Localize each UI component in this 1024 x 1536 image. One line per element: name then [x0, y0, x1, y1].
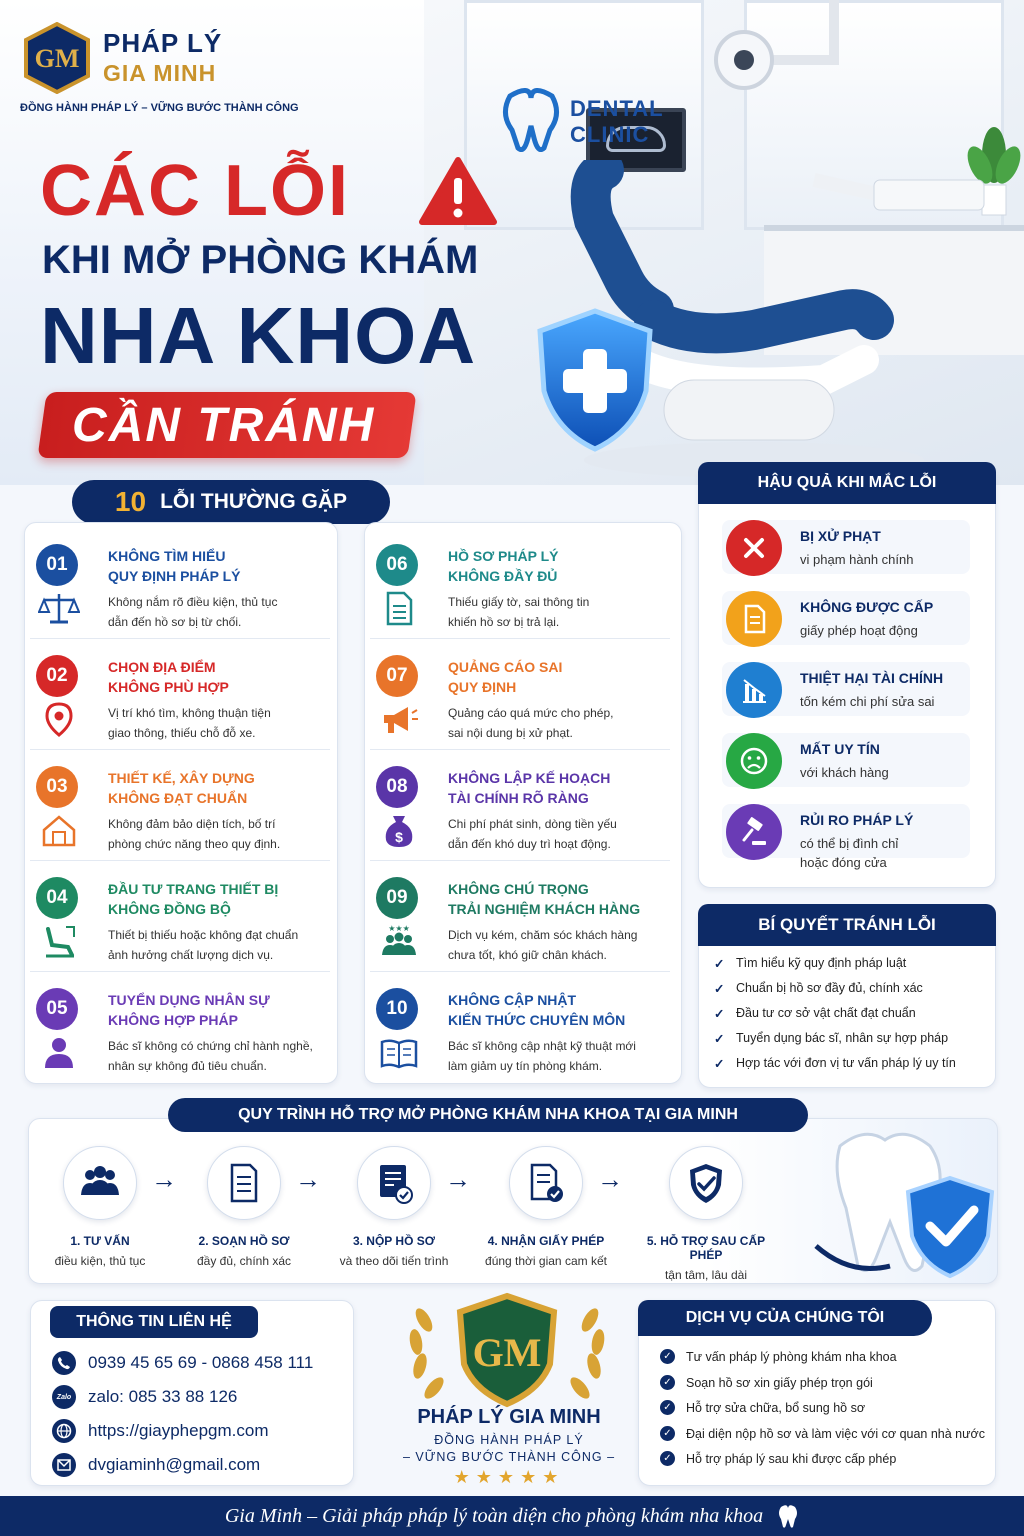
error-item-09	[366, 861, 676, 967]
consequence-item	[722, 591, 970, 645]
location-pin-icon	[38, 701, 80, 737]
error-desc	[448, 1036, 673, 1076]
tooth-shield-illustration-icon	[810, 1126, 1000, 1282]
error-number-badge: 06	[376, 544, 418, 586]
error-title-line2: KHÔNG PHÙ HỢP	[108, 679, 229, 695]
tip-text: Đầu tư cơ sở vật chất đạt chuẩn	[736, 1006, 916, 1020]
consequence-title: KHÔNG ĐƯỢC CẤP	[800, 599, 934, 615]
warning-icon	[418, 156, 498, 226]
error-desc-line2: giao thông, thiếu chỗ đỗ xe.	[108, 726, 256, 740]
footer-bar	[0, 1496, 1024, 1536]
error-title-line1: HỒ SƠ PHÁP LÝ	[448, 548, 559, 564]
consequence-desc-line1: với khách hàng	[800, 765, 889, 780]
error-desc-line2: ảnh hưởng chất lượng dịch vụ.	[108, 948, 274, 962]
consequence-desc	[800, 550, 913, 569]
svg-text:GM: GM	[472, 1330, 542, 1375]
services-title: DỊCH VỤ CỦA CHÚNG TÔI	[638, 1300, 932, 1336]
error-title-line1: KHÔNG TÌM HIỂU	[108, 548, 226, 564]
process-step	[631, 1146, 781, 1282]
error-number-badge: 01	[36, 544, 78, 586]
mail-icon	[52, 1453, 76, 1477]
arrow-right-icon: →	[295, 1164, 321, 1194]
check-circle-icon: ✓	[660, 1400, 675, 1415]
headline-line1: CÁC LỖI	[40, 151, 350, 231]
clinic-sign-line2: CLINIC	[570, 122, 650, 147]
error-desc-line2: phòng chức năng theo quy định.	[108, 837, 281, 851]
error-title-line1: QUẢNG CÁO SAI	[448, 659, 563, 675]
consequence-title: BỊ XỬ PHẠT	[800, 528, 881, 544]
process-step-desc: và theo dõi tiến trình	[339, 1254, 449, 1268]
tip-text: Chuẩn bị hồ sơ đầy đủ, chính xác	[736, 981, 923, 995]
consequence-desc	[800, 763, 889, 782]
center-logo-tag1: ĐỒNG HÀNH PHÁP LÝ	[434, 1433, 584, 1447]
contact-email-text: dvgiaminh@gmail.com	[88, 1455, 261, 1474]
process-title: QUY TRÌNH HỖ TRỢ MỞ PHÒNG KHÁM NHA KHOA TẠI GIA MINH	[168, 1098, 808, 1132]
error-desc-line1: Bác sĩ không có chứng chỉ hành nghề,	[108, 1039, 313, 1053]
headline-line2: KHI MỞ PHÒNG KHÁM	[42, 238, 479, 282]
error-title-line2: QUY ĐỊNH PHÁP LÝ	[108, 568, 241, 584]
error-desc-line2: chưa tốt, khó giữ chân khách.	[448, 948, 607, 962]
error-number-badge: 07	[376, 655, 418, 697]
check-icon: ✓	[714, 1032, 725, 1046]
error-title-line1: CHỌN ĐỊA ĐIỂM	[108, 659, 216, 675]
chart-down-icon	[726, 662, 782, 718]
error-title-line2: KHÔNG ĐỒNG BỘ	[108, 901, 231, 917]
errors-title: LỖI THƯỜNG GẶP	[160, 490, 348, 513]
error-item-08	[366, 750, 676, 856]
process-step-title: 3. NỘP HỒ SƠ	[352, 1234, 436, 1248]
dental-room-illustration	[424, 0, 1024, 485]
error-number-badge: 10	[376, 988, 418, 1030]
money-bag-icon	[378, 812, 420, 848]
error-title	[108, 768, 333, 808]
svg-text:GM: GM	[34, 44, 80, 73]
consequence-desc-line1: vi phạm hành chính	[800, 552, 914, 567]
headline-line4: CẦN TRÁNH	[72, 399, 376, 452]
error-title	[448, 546, 673, 586]
error-item-01	[26, 528, 336, 634]
error-desc-line1: Quảng cáo quá mức cho phép,	[448, 706, 614, 720]
process-step-desc: tận tâm, lâu dài	[664, 1268, 748, 1282]
process-step-desc: đúng thời gian cam kết	[485, 1254, 607, 1268]
consequence-item	[722, 662, 970, 716]
error-title	[108, 990, 333, 1030]
tip-text: Tìm hiểu kỹ quy định pháp luật	[736, 956, 907, 970]
center-logo-tag2: – VỮNG BƯỚC THÀNH CÔNG –	[402, 1450, 616, 1464]
error-number-badge: 03	[36, 766, 78, 808]
error-desc-line1: Dịch vụ kém, chăm sóc khách hàng	[448, 928, 638, 942]
error-desc	[108, 703, 333, 743]
check-icon: ✓	[714, 1007, 725, 1021]
megaphone-icon	[378, 701, 420, 737]
consequence-item	[722, 733, 970, 787]
error-title	[108, 546, 333, 586]
error-title	[108, 657, 333, 697]
error-item-03	[26, 750, 336, 856]
service-text: Hỗ trợ sửa chữa, bổ sung hồ sơ	[686, 1401, 866, 1415]
error-number-badge: 05	[36, 988, 78, 1030]
error-title-line1: TUYỂN DỤNG NHÂN SỰ	[108, 992, 270, 1008]
consequence-desc-line1: giấy phép hoạt động	[800, 623, 918, 638]
document-icon	[378, 590, 420, 626]
arrow-right-icon: →	[597, 1164, 623, 1194]
error-title-line1: ĐẦU TƯ TRANG THIẾT BỊ	[108, 881, 279, 897]
clinic-sign	[570, 96, 664, 148]
error-item-10	[366, 972, 676, 1078]
rating-stars: ★★★★★	[453, 1467, 565, 1487]
error-desc-line2: dẫn đến hồ sơ bị từ chối.	[108, 615, 242, 629]
error-desc-line2: làm giảm uy tín phòng khám.	[448, 1059, 603, 1073]
error-desc-line2: nhân sự không đủ tiêu chuẩn.	[108, 1059, 267, 1073]
error-desc-line1: Chi phí phát sinh, dòng tiền yếu	[448, 817, 617, 831]
error-desc-line1: Không nắm rõ điều kiện, thủ tục	[108, 595, 278, 609]
tip-text: Hợp tác với đơn vị tư vấn pháp lý uy tín	[736, 1056, 956, 1070]
error-title-line1: KHÔNG CẬP NHẬT	[448, 992, 577, 1008]
process-step-desc: điều kiện, thủ tục	[54, 1254, 146, 1268]
tooth-icon	[777, 1503, 799, 1529]
consequence-desc	[800, 834, 898, 872]
check-circle-icon: ✓	[660, 1426, 675, 1441]
error-number-badge: 08	[376, 766, 418, 808]
center-logo-name: PHÁP LÝ GIA MINH	[417, 1406, 601, 1428]
globe-icon	[52, 1419, 76, 1443]
svg-text:$: $	[395, 829, 403, 845]
clinic-sign-line1: DENTAL	[570, 96, 664, 121]
check-icon: ✓	[714, 982, 725, 996]
consequence-item	[722, 520, 970, 574]
error-title	[108, 879, 333, 919]
error-title-line2: KIẾN THỨC CHUYÊN MÔN	[448, 1012, 626, 1028]
arrow-right-icon: →	[151, 1164, 177, 1194]
process-step-title: 1. TƯ VẤN	[70, 1234, 130, 1248]
check-circle-icon: ✓	[660, 1451, 675, 1466]
approved-document-icon	[509, 1146, 583, 1220]
contact-website-text: https://giayphepgm.com	[88, 1421, 269, 1440]
tip-text: Tuyển dụng bác sĩ, nhân sự hợp pháp	[736, 1031, 949, 1045]
error-desc-line1: Thiết bị thiếu hoặc không đạt chuẩn	[108, 928, 299, 942]
error-title-line2: TÀI CHÍNH RÕ RÀNG	[448, 790, 589, 806]
book-icon	[378, 1034, 420, 1070]
check-circle-icon: ✓	[660, 1375, 675, 1390]
dental-chair-icon	[424, 160, 1024, 485]
check-icon: ✓	[714, 1057, 725, 1071]
consequence-desc	[800, 692, 934, 711]
tooth-logo-icon	[500, 84, 562, 152]
error-title	[448, 990, 673, 1030]
footer-text: Gia Minh – Giải pháp pháp lý toàn diện cho phòng khám nha khoa	[224, 1504, 764, 1527]
error-desc	[448, 703, 673, 743]
phone-icon	[52, 1351, 76, 1375]
error-title	[448, 657, 673, 697]
tips-title: BÍ QUYẾT TRÁNH LỖI	[698, 904, 996, 946]
error-title-line2: KHÔNG ĐẦY ĐỦ	[448, 568, 558, 584]
error-desc-line1: Bác sĩ không cập nhật kỹ thuật mới	[448, 1039, 636, 1053]
process-step-desc: đầy đủ, chính xác	[196, 1254, 292, 1268]
license-icon	[726, 591, 782, 647]
error-title-line2: QUY ĐỊNH	[448, 679, 517, 695]
error-desc	[108, 1036, 333, 1076]
error-number-badge: 04	[36, 877, 78, 919]
svg-text:★★★: ★★★	[388, 924, 410, 933]
error-desc	[108, 925, 333, 965]
error-title-line2: KHÔNG HỢP PHÁP	[108, 1012, 238, 1028]
center-logo-emblem-icon	[394, 1290, 620, 1408]
process-step-title: 4. NHẬN GIẤY PHÉP	[487, 1234, 605, 1248]
service-text: Soạn hồ sơ xin giấy phép trọn gói	[686, 1375, 873, 1390]
error-desc-line2: khiến hồ sơ bị trả lại.	[448, 615, 560, 629]
contact-phone-text: 0939 45 65 69 - 0868 458 111	[88, 1353, 314, 1372]
consequence-title: THIỆT HẠI TÀI CHÍNH	[800, 670, 944, 686]
error-desc-line1: Thiếu giấy tờ, sai thông tin	[448, 595, 590, 609]
zalo-icon: Zalo	[52, 1385, 76, 1409]
consequence-item	[722, 804, 970, 870]
sad-face-icon	[726, 733, 782, 789]
error-item-06	[366, 528, 676, 634]
error-desc-line2: sai nội dung bị xử phạt.	[448, 726, 573, 740]
dental-lamp-icon	[654, 0, 854, 110]
error-title-line1: KHÔNG LẬP KẾ HOẠCH	[448, 770, 611, 786]
error-item-05	[26, 972, 336, 1078]
error-title-line2: KHÔNG ĐẠT CHUẨN	[108, 790, 248, 806]
headline-line3: NHA KHOA	[40, 291, 477, 380]
check-circle-icon: ✓	[660, 1349, 675, 1364]
error-title	[448, 879, 673, 919]
error-number-badge: 02	[36, 655, 78, 697]
error-title-line1: THIẾT KẾ, XÂY DỰNG	[108, 770, 255, 786]
error-title-line2: TRẢI NGHIỆM KHÁCH HÀNG	[448, 901, 641, 917]
error-item-04	[26, 861, 336, 967]
errors-section-heading	[72, 480, 390, 524]
error-desc	[448, 925, 673, 965]
arrow-right-icon: →	[445, 1164, 471, 1194]
error-desc-line1: Không đảm bảo diện tích, bố trí	[108, 817, 276, 831]
x-icon	[726, 520, 782, 576]
consequence-title: MẤT UY TÍN	[800, 741, 880, 757]
consequences-title: HẬU QUẢ KHI MẮC LỖI	[698, 462, 996, 504]
process-step-title: 2. SOẠN HỒ SƠ	[198, 1234, 290, 1248]
contact-zalo-text: zalo: 085 33 88 126	[88, 1387, 238, 1406]
submit-document-icon	[357, 1146, 431, 1220]
error-title-line1: KHÔNG CHÚ TRỌNG	[448, 881, 589, 897]
error-number-badge: 09	[376, 877, 418, 919]
error-item-07	[366, 639, 676, 745]
error-desc	[448, 592, 673, 632]
gavel-icon	[726, 804, 782, 860]
consequence-desc	[800, 621, 918, 640]
consequence-title: RỦI RO PHÁP LÝ	[800, 812, 914, 828]
customers-icon	[378, 923, 420, 959]
person-icon	[38, 1034, 80, 1070]
error-desc	[108, 592, 333, 632]
service-text: Hỗ trợ pháp lý sau khi được cấp phép	[686, 1452, 897, 1466]
error-desc-line1: Vị trí khó tìm, không thuận tiện	[108, 706, 271, 720]
contact-title: THÔNG TIN LIÊN HỆ	[50, 1306, 258, 1338]
error-item-02	[26, 639, 336, 745]
process-step-title: 5. HỖ TRỢ SAU CẤP PHÉP	[646, 1234, 766, 1262]
consequence-desc-line1: tốn kém chi phí sửa sai	[800, 694, 935, 709]
errors-count: 10	[114, 486, 147, 517]
check-icon: ✓	[714, 957, 725, 971]
error-desc	[448, 814, 673, 854]
brand-logo-icon	[22, 22, 92, 94]
brand-tagline: ĐỒNG HÀNH PHÁP LÝ – VỮNG BƯỚC THÀNH CÔNG	[20, 102, 299, 114]
service-text: Tư vấn pháp lý phòng khám nha khoa	[686, 1350, 897, 1364]
team-icon	[63, 1146, 137, 1220]
checklist-icon	[207, 1146, 281, 1220]
error-desc	[108, 814, 333, 854]
brand-name: PHÁP LÝ	[103, 28, 223, 58]
scales-icon	[38, 590, 80, 626]
medical-shield-icon	[530, 305, 660, 455]
consequence-desc-line2: hoặc đóng cửa	[800, 855, 887, 870]
error-desc-line2: dẫn đến khó duy trì hoạt động.	[448, 837, 611, 851]
house-icon	[38, 812, 80, 848]
shield-check-icon	[669, 1146, 743, 1220]
consequence-desc-line1: có thể bị đình chỉ	[800, 836, 899, 851]
hero-banner	[0, 0, 1024, 485]
brand-sub: GIA MINH	[103, 60, 217, 86]
error-title	[448, 768, 673, 808]
service-text: Đại diện nộp hồ sơ và làm việc với cơ quan nhà nước	[686, 1426, 985, 1441]
dental-chair-icon	[38, 923, 80, 959]
